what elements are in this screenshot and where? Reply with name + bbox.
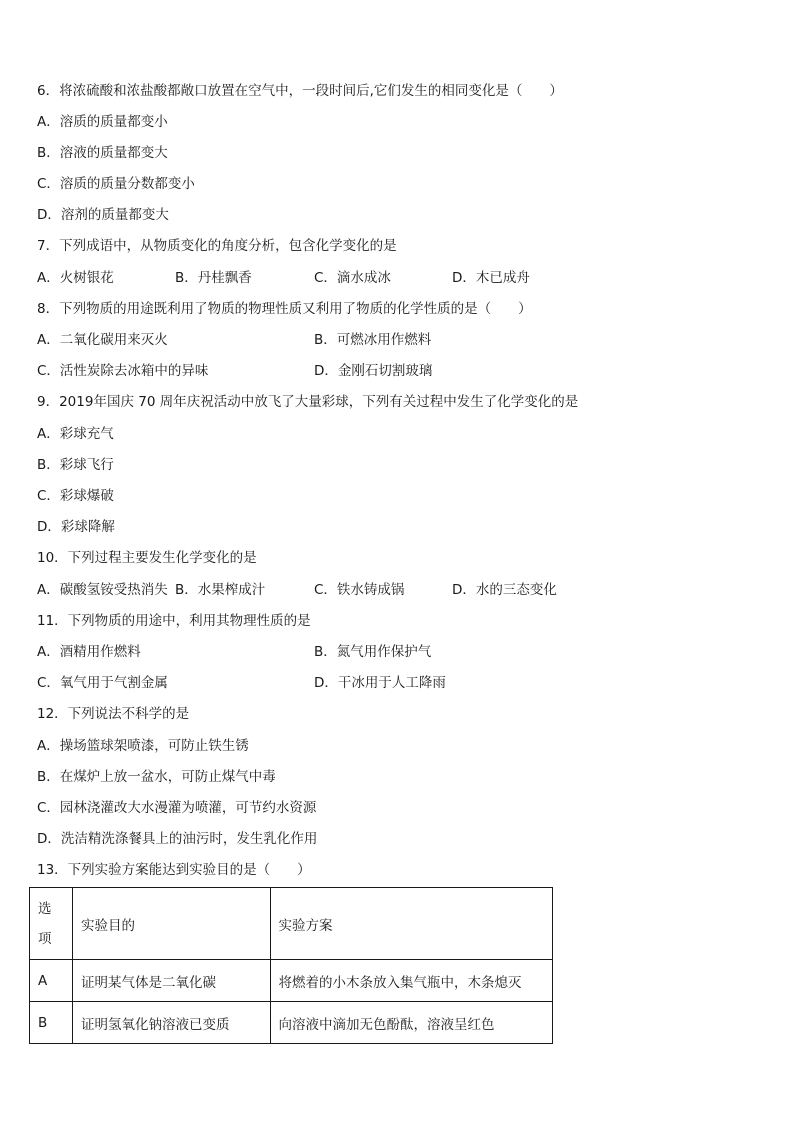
question-12-option-d: D．洗洁精洗涤餐具上的油污时，发生乳化作用 bbox=[37, 831, 318, 847]
question-7-stem: 7．下列成语中，从物质变化的角度分析，包含化学变化的是 bbox=[37, 238, 397, 254]
header-option-line2: 项 bbox=[38, 930, 52, 947]
question-11-option-c: C．氧气用于气割金属 bbox=[37, 675, 168, 691]
question-10-option-a: A．碳酸氢铵受热消失 bbox=[37, 582, 168, 598]
row-plan-cell: 将燃着的小木条放入集气瓶中，木条熄灭 bbox=[270, 960, 552, 1002]
question-9-option-b: B．彩球飞行 bbox=[37, 457, 114, 473]
question-6-option-b: B．溶液的质量都变大 bbox=[37, 145, 168, 161]
question-6-option-a: A．溶质的质量都变小 bbox=[37, 114, 168, 130]
question-8-stem: 8．下列物质的用途既利用了物质的物理性质又利用了物质的化学性质的是（ ） bbox=[37, 301, 532, 317]
header-option-cell bbox=[30, 888, 73, 960]
experiment-table bbox=[29, 887, 553, 1044]
question-9-stem: 9．2019年国庆 70 周年庆祝活动中放飞了大量彩球，下列有关过程中发生了化学变化的是 bbox=[37, 394, 579, 410]
row-option-cell: A bbox=[30, 960, 73, 1002]
question-9-option-c: C．彩球爆破 bbox=[37, 488, 114, 504]
question-11-option-d: D．干冰用于人工降雨 bbox=[314, 675, 446, 691]
question-9-option-a: A．彩球充气 bbox=[37, 426, 114, 442]
table-row bbox=[30, 1002, 553, 1044]
header-purpose-cell: 实验目的 bbox=[72, 888, 270, 960]
table-header-row bbox=[30, 888, 553, 960]
question-12-stem: 12．下列说法不科学的是 bbox=[37, 706, 190, 722]
question-8-option-b: B．可燃冰用作燃料 bbox=[314, 332, 432, 348]
question-10-option-d: D．水的三态变化 bbox=[452, 582, 557, 598]
question-13-stem: 13．下列实验方案能达到实验目的是（ ） bbox=[37, 862, 311, 878]
question-12-option-a: A．操场篮球架喷漆，可防止铁生锈 bbox=[37, 738, 249, 754]
question-7-option-a: A．火树银花 bbox=[37, 270, 114, 286]
question-9-option-d: D．彩球降解 bbox=[37, 519, 115, 535]
question-11-stem: 11．下列物质的用途中，利用其物理性质的是 bbox=[37, 613, 311, 629]
question-11-option-a: A．酒精用作燃料 bbox=[37, 644, 141, 660]
question-7-option-c: C．滴水成冰 bbox=[314, 270, 391, 286]
question-10-option-b: B．水果榨成汁 bbox=[175, 582, 266, 598]
question-8-option-d: D．金刚石切割玻璃 bbox=[314, 363, 433, 379]
table-row bbox=[30, 960, 553, 1002]
question-12-option-c: C．园林浇灌改大水漫灌为喷灌，可节约水资源 bbox=[37, 800, 317, 816]
question-12-option-b: B．在煤炉上放一盆水，可防止煤气中毒 bbox=[37, 769, 276, 785]
question-8-option-a: A．二氧化碳用来灭火 bbox=[37, 332, 168, 348]
question-6-stem: 6．将浓硫酸和浓盐酸都敞口放置在空气中，一段时间后,它们发生的相同变化是（ ） bbox=[37, 83, 563, 99]
question-7-option-b: B．丹桂飘香 bbox=[175, 270, 252, 286]
question-6-option-c: C．溶质的质量分数都变小 bbox=[37, 176, 195, 192]
row-option-cell: B bbox=[30, 1002, 73, 1044]
row-purpose-cell: 证明氢氧化钠溶液已变质 bbox=[72, 1002, 270, 1044]
question-8-option-c: C．活性炭除去冰箱中的异味 bbox=[37, 363, 209, 379]
question-6-option-d: D．溶剂的质量都变大 bbox=[37, 207, 169, 223]
question-10-stem: 10．下列过程主要发生化学变化的是 bbox=[37, 550, 257, 566]
question-10-option-c: C．铁水铸成锅 bbox=[314, 582, 405, 598]
question-7-option-d: D．木已成舟 bbox=[452, 270, 530, 286]
header-option-line1: 选 bbox=[38, 900, 52, 917]
header-plan-cell: 实验方案 bbox=[270, 888, 552, 960]
question-11-option-b: B．氮气用作保护气 bbox=[314, 644, 432, 660]
row-purpose-cell: 证明某气体是二氧化碳 bbox=[72, 960, 270, 1002]
row-plan-cell: 向溶液中滴加无色酚酞，溶液呈红色 bbox=[270, 1002, 552, 1044]
